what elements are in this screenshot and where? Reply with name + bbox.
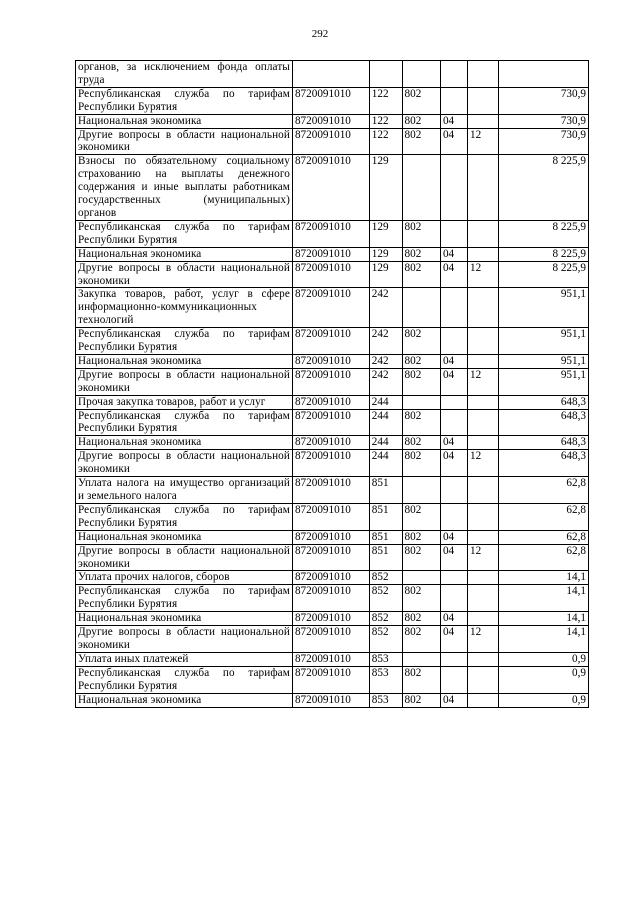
- subsection-cell: [468, 652, 499, 666]
- expense-type-cell: 242: [369, 354, 402, 368]
- subsection-cell: [468, 585, 499, 612]
- subsection-cell: [468, 61, 499, 88]
- table-row: [76, 155, 589, 221]
- expense-name-cell: Национальная экономика: [76, 693, 293, 707]
- table-row: [76, 395, 589, 409]
- section-cell: 04: [440, 693, 467, 707]
- amount-cell: 0,9: [498, 652, 588, 666]
- section-cell: 04: [440, 612, 467, 626]
- amount-cell: 730,9: [498, 87, 588, 114]
- expense-name-cell: Республиканская служба по тарифам Республики Бурятия: [76, 328, 293, 355]
- amount-cell: 0,9: [498, 666, 588, 693]
- target-article-cell: 8720091010: [292, 503, 369, 530]
- amount-cell: 14,1: [498, 626, 588, 653]
- target-article-cell: 8720091010: [292, 571, 369, 585]
- expense-name-cell: органов, за исключением фонда оплаты труда: [76, 61, 293, 88]
- table-row: [76, 368, 589, 395]
- table-row: [76, 354, 589, 368]
- target-article-cell: 8720091010: [292, 666, 369, 693]
- table-row: [76, 114, 589, 128]
- table-row: [76, 585, 589, 612]
- expense-type-cell: 851: [369, 544, 402, 571]
- table-row: [76, 652, 589, 666]
- expense-type-cell: 122: [369, 87, 402, 114]
- expense-name-cell: Другие вопросы в области национальной экономики: [76, 368, 293, 395]
- target-article-cell: 8720091010: [292, 544, 369, 571]
- subsection-cell: [468, 220, 499, 247]
- expense-name-cell: Республиканская служба по тарифам Республики Бурятия: [76, 220, 293, 247]
- table-row: [76, 693, 589, 707]
- subsection-cell: [468, 503, 499, 530]
- section-cell: [440, 328, 467, 355]
- amount-cell: 62,8: [498, 477, 588, 504]
- amount-cell: 14,1: [498, 585, 588, 612]
- section-cell: [440, 477, 467, 504]
- table-row: [76, 220, 589, 247]
- table-row: [76, 247, 589, 261]
- expense-type-cell: 244: [369, 409, 402, 436]
- ministry-code-cell: [402, 155, 440, 221]
- ministry-code-cell: 802: [402, 626, 440, 653]
- expense-type-cell: 129: [369, 155, 402, 221]
- ministry-code-cell: 802: [402, 544, 440, 571]
- expense-name-cell: Республиканская служба по тарифам Республики Бурятия: [76, 666, 293, 693]
- table-row: [76, 477, 589, 504]
- expense-name-cell: Другие вопросы в области национальной экономики: [76, 544, 293, 571]
- expense-name-cell: Республиканская служба по тарифам Республики Бурятия: [76, 409, 293, 436]
- ministry-code-cell: [402, 571, 440, 585]
- target-article-cell: 8720091010: [292, 368, 369, 395]
- amount-cell: 62,8: [498, 544, 588, 571]
- expense-name-cell: Закупка товаров, работ, услуг в сфере информационно-коммуникационных технологий: [76, 288, 293, 328]
- section-cell: 04: [440, 436, 467, 450]
- target-article-cell: 8720091010: [292, 436, 369, 450]
- section-cell: 04: [440, 530, 467, 544]
- section-cell: [440, 652, 467, 666]
- amount-cell: 8 225,9: [498, 155, 588, 221]
- expense-type-cell: 122: [369, 114, 402, 128]
- section-cell: 04: [440, 354, 467, 368]
- table-row: [76, 626, 589, 653]
- section-cell: [440, 571, 467, 585]
- subsection-cell: [468, 114, 499, 128]
- subsection-cell: [468, 693, 499, 707]
- subsection-cell: [468, 436, 499, 450]
- subsection-cell: [468, 409, 499, 436]
- section-cell: [440, 288, 467, 328]
- target-article-cell: 8720091010: [292, 477, 369, 504]
- expense-name-cell: Национальная экономика: [76, 354, 293, 368]
- table-row: [76, 128, 589, 155]
- amount-cell: 951,1: [498, 354, 588, 368]
- table-row: [76, 612, 589, 626]
- target-article-cell: [292, 61, 369, 88]
- subsection-cell: [468, 530, 499, 544]
- subsection-cell: [468, 571, 499, 585]
- amount-cell: [498, 61, 588, 88]
- section-cell: 04: [440, 450, 467, 477]
- section-cell: [440, 395, 467, 409]
- table-row: [76, 503, 589, 530]
- ministry-code-cell: 802: [402, 436, 440, 450]
- section-cell: 04: [440, 114, 467, 128]
- amount-cell: 951,1: [498, 328, 588, 355]
- expense-type-cell: 129: [369, 261, 402, 288]
- subsection-cell: [468, 477, 499, 504]
- ministry-code-cell: 802: [402, 585, 440, 612]
- expense-name-cell: Уплата налога на имущество организаций и земельного налога: [76, 477, 293, 504]
- section-cell: [440, 666, 467, 693]
- table-row: [76, 450, 589, 477]
- amount-cell: 8 225,9: [498, 220, 588, 247]
- subsection-cell: [468, 666, 499, 693]
- subsection-cell: [468, 288, 499, 328]
- page-number: 292: [311, 28, 329, 40]
- target-article-cell: 8720091010: [292, 155, 369, 221]
- target-article-cell: 8720091010: [292, 247, 369, 261]
- target-article-cell: 8720091010: [292, 261, 369, 288]
- section-cell: 04: [440, 247, 467, 261]
- table-row: [76, 571, 589, 585]
- expense-name-cell: Прочая закупка товаров, работ и услуг: [76, 395, 293, 409]
- section-cell: [440, 220, 467, 247]
- expense-name-cell: Другие вопросы в области национальной экономики: [76, 261, 293, 288]
- expense-type-cell: 242: [369, 288, 402, 328]
- table-row: [76, 409, 589, 436]
- section-cell: [440, 155, 467, 221]
- ministry-code-cell: 802: [402, 247, 440, 261]
- expense-type-cell: 853: [369, 652, 402, 666]
- ministry-code-cell: 802: [402, 261, 440, 288]
- section-cell: 04: [440, 544, 467, 571]
- ministry-code-cell: [402, 288, 440, 328]
- subsection-cell: 12: [468, 626, 499, 653]
- expense-name-cell: Уплата иных платежей: [76, 652, 293, 666]
- target-article-cell: 8720091010: [292, 450, 369, 477]
- expense-type-cell: 244: [369, 395, 402, 409]
- expense-name-cell: Другие вопросы в области национальной экономики: [76, 450, 293, 477]
- subsection-cell: 12: [468, 450, 499, 477]
- expense-name-cell: Национальная экономика: [76, 436, 293, 450]
- ministry-code-cell: 802: [402, 87, 440, 114]
- expense-type-cell: 852: [369, 571, 402, 585]
- subsection-cell: [468, 328, 499, 355]
- amount-cell: 62,8: [498, 530, 588, 544]
- target-article-cell: 8720091010: [292, 693, 369, 707]
- budget-table: [75, 60, 589, 708]
- target-article-cell: 8720091010: [292, 288, 369, 328]
- amount-cell: 14,1: [498, 571, 588, 585]
- expense-type-cell: 244: [369, 436, 402, 450]
- expense-name-cell: Другие вопросы в области национальной экономики: [76, 128, 293, 155]
- section-cell: 04: [440, 368, 467, 395]
- table-row: [76, 261, 589, 288]
- target-article-cell: 8720091010: [292, 652, 369, 666]
- ministry-code-cell: [402, 395, 440, 409]
- amount-cell: 8 225,9: [498, 247, 588, 261]
- ministry-code-cell: 802: [402, 693, 440, 707]
- expense-type-cell: 244: [369, 450, 402, 477]
- table-row: [76, 530, 589, 544]
- target-article-cell: 8720091010: [292, 409, 369, 436]
- expense-type-cell: 852: [369, 612, 402, 626]
- ministry-code-cell: 802: [402, 503, 440, 530]
- subsection-cell: [468, 354, 499, 368]
- amount-cell: 0,9: [498, 693, 588, 707]
- target-article-cell: 8720091010: [292, 612, 369, 626]
- table-row: [76, 61, 589, 88]
- subsection-cell: [468, 87, 499, 114]
- section-cell: [440, 503, 467, 530]
- expense-name-cell: Национальная экономика: [76, 530, 293, 544]
- expense-type-cell: 853: [369, 666, 402, 693]
- expense-name-cell: Национальная экономика: [76, 612, 293, 626]
- amount-cell: 951,1: [498, 288, 588, 328]
- table-row: [76, 544, 589, 571]
- expense-name-cell: Республиканская служба по тарифам Республики Бурятия: [76, 585, 293, 612]
- expense-type-cell: 129: [369, 220, 402, 247]
- section-cell: [440, 585, 467, 612]
- target-article-cell: 8720091010: [292, 220, 369, 247]
- target-article-cell: 8720091010: [292, 585, 369, 612]
- expense-type-cell: 242: [369, 328, 402, 355]
- ministry-code-cell: 802: [402, 666, 440, 693]
- section-cell: [440, 87, 467, 114]
- target-article-cell: 8720091010: [292, 114, 369, 128]
- subsection-cell: 12: [468, 128, 499, 155]
- amount-cell: 14,1: [498, 612, 588, 626]
- subsection-cell: [468, 155, 499, 221]
- subsection-cell: 12: [468, 544, 499, 571]
- expense-name-cell: Национальная экономика: [76, 247, 293, 261]
- amount-cell: 730,9: [498, 114, 588, 128]
- ministry-code-cell: [402, 61, 440, 88]
- target-article-cell: 8720091010: [292, 395, 369, 409]
- subsection-cell: [468, 612, 499, 626]
- ministry-code-cell: [402, 652, 440, 666]
- table-row: [76, 666, 589, 693]
- target-article-cell: 8720091010: [292, 530, 369, 544]
- ministry-code-cell: 802: [402, 409, 440, 436]
- amount-cell: 648,3: [498, 409, 588, 436]
- expense-type-cell: 852: [369, 626, 402, 653]
- target-article-cell: 8720091010: [292, 626, 369, 653]
- ministry-code-cell: 802: [402, 530, 440, 544]
- ministry-code-cell: 802: [402, 368, 440, 395]
- ministry-code-cell: 802: [402, 220, 440, 247]
- expense-type-cell: 122: [369, 128, 402, 155]
- target-article-cell: 8720091010: [292, 354, 369, 368]
- amount-cell: 8 225,9: [498, 261, 588, 288]
- ministry-code-cell: 802: [402, 128, 440, 155]
- amount-cell: 648,3: [498, 436, 588, 450]
- section-cell: [440, 61, 467, 88]
- amount-cell: 730,9: [498, 128, 588, 155]
- subsection-cell: [468, 395, 499, 409]
- expense-type-cell: 851: [369, 503, 402, 530]
- ministry-code-cell: 802: [402, 328, 440, 355]
- table-row: [76, 288, 589, 328]
- expense-name-cell: Республиканская служба по тарифам Республики Бурятия: [76, 87, 293, 114]
- section-cell: 04: [440, 626, 467, 653]
- amount-cell: 648,3: [498, 395, 588, 409]
- amount-cell: 951,1: [498, 368, 588, 395]
- table-row: [76, 436, 589, 450]
- section-cell: 04: [440, 261, 467, 288]
- subsection-cell: [468, 247, 499, 261]
- section-cell: [440, 409, 467, 436]
- expense-type-cell: 851: [369, 477, 402, 504]
- expense-name-cell: Уплата прочих налогов, сборов: [76, 571, 293, 585]
- budget-table-body: [76, 61, 589, 708]
- expense-type-cell: 242: [369, 368, 402, 395]
- expense-type-cell: [369, 61, 402, 88]
- ministry-code-cell: 802: [402, 354, 440, 368]
- expense-type-cell: 851: [369, 530, 402, 544]
- table-row: [76, 328, 589, 355]
- ministry-code-cell: 802: [402, 114, 440, 128]
- subsection-cell: 12: [468, 368, 499, 395]
- expense-type-cell: 129: [369, 247, 402, 261]
- table-row: [76, 87, 589, 114]
- expense-name-cell: Взносы по обязательному социальному страхованию на выплаты денежного содержания и иные выплаты работникам государственных (муниципальных) органов: [76, 155, 293, 221]
- expense-type-cell: 853: [369, 693, 402, 707]
- section-cell: 04: [440, 128, 467, 155]
- subsection-cell: 12: [468, 261, 499, 288]
- expense-name-cell: Национальная экономика: [76, 114, 293, 128]
- target-article-cell: 8720091010: [292, 328, 369, 355]
- expense-type-cell: 852: [369, 585, 402, 612]
- ministry-code-cell: [402, 477, 440, 504]
- target-article-cell: 8720091010: [292, 128, 369, 155]
- ministry-code-cell: 802: [402, 450, 440, 477]
- expense-name-cell: Другие вопросы в области национальной экономики: [76, 626, 293, 653]
- target-article-cell: 8720091010: [292, 87, 369, 114]
- amount-cell: 648,3: [498, 450, 588, 477]
- amount-cell: 62,8: [498, 503, 588, 530]
- ministry-code-cell: 802: [402, 612, 440, 626]
- expense-name-cell: Республиканская служба по тарифам Республики Бурятия: [76, 503, 293, 530]
